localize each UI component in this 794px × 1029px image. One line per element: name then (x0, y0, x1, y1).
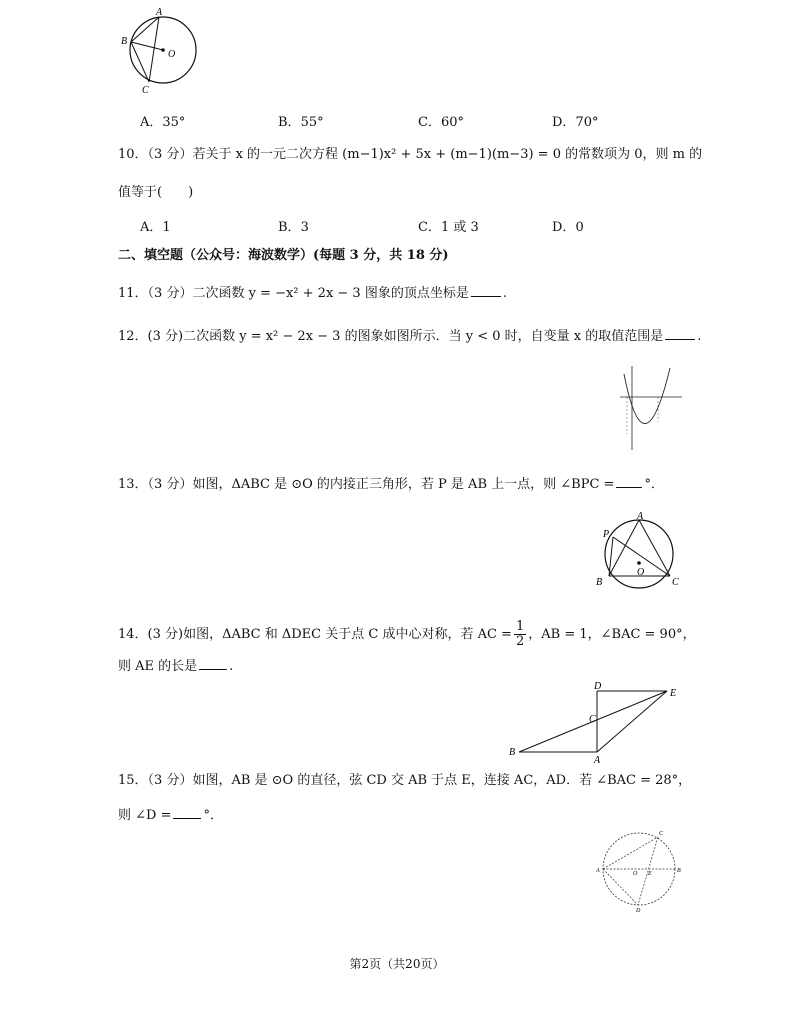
q14-stem: 14．(3 分)如图，ΔABC 和 ΔDEC 关于点 C 成中心对称，若 AC = $\frac{1}{2}$ ，AB = 1，∠BAC = 90°， (118, 619, 696, 649)
q15-stem: 15．（3 分）如图，AB 是 ⊙O 的直径，弦 CD 交 AB 于点 E，连接 AC，AD．若 ∠BAC = 28°， (118, 773, 692, 788)
q12-stem: 12．(3 分)二次函数 y = x² − 2x − 3 的图象如图所示．当 y < 0 时，自变量 x 的取值范围是 . (118, 329, 702, 344)
q15-label-b: B (677, 868, 681, 874)
q9-option-d: D．70° (552, 115, 599, 130)
q13-label-a: A (637, 511, 644, 522)
q13-circle-figure (592, 510, 686, 594)
q14-label-c: C (589, 714, 596, 725)
q13-label-b: B (596, 577, 603, 588)
q10-option-b: B．3 (278, 220, 309, 235)
q15-label-a: A (596, 868, 600, 874)
q15-label-d: D (636, 908, 641, 912)
q13-stem: 13．（3 分）如图，ΔABC 是 ⊙O 的内接正三角形，若 P 是 AB 上一点，则 ∠BPC = °． (118, 477, 664, 492)
q10-stem: 10．（3 分）若关于 x 的一元二次方程 (m−1)x² + 5x + (m−1)(m−3) = 0 的常数项为 0，则 m 的 (118, 147, 703, 162)
q10-option-d: D．0 (552, 220, 584, 235)
q9-option-a: A．35° (140, 115, 186, 130)
q9-option-b: B．55° (278, 115, 324, 130)
q14-label-e: E (670, 688, 677, 699)
q14-stem-continued: 则 AE 的长是 . (118, 659, 234, 674)
q10-option-a: A．1 (140, 220, 171, 235)
q9-label-b: B (121, 36, 128, 47)
q14-triangle-figure (505, 680, 685, 764)
page-footer: 第2页（共20页） (349, 957, 445, 971)
q10-option-c: C．1 或 3 (418, 220, 479, 235)
q12-parabola-figure (618, 364, 684, 452)
q13-label-p: P (603, 529, 610, 540)
q14-label-b: B (509, 747, 516, 758)
q14-answer-blank (199, 657, 227, 670)
q15-label-e: E (648, 871, 652, 877)
q9-label-c: C (142, 85, 149, 96)
q14-label-a: A (594, 755, 601, 764)
q11-answer-blank (471, 284, 501, 297)
q15-stem-continued: 则 ∠D = °． (118, 808, 223, 823)
q15-answer-blank (173, 806, 201, 819)
q14-fraction: $\frac{1}{2}$ (515, 619, 525, 649)
q14-label-d: D (594, 681, 602, 692)
q9-circle-figure (115, 6, 205, 96)
q9-option-c: C．60° (418, 115, 464, 130)
q12-answer-blank (665, 327, 695, 340)
q15-circle-figure (596, 826, 686, 912)
q10-stem-continued: 值等于( ) (118, 185, 194, 200)
q9-label-o: O (168, 49, 176, 60)
q13-answer-blank (616, 475, 642, 488)
q11-stem: 11．（3 分）二次函数 y = −x² + 2x − 3 图象的顶点坐标是 . (118, 286, 507, 301)
q15-label-c: C (659, 831, 664, 837)
q13-label-o: O (637, 567, 645, 578)
q9-label-a: A (156, 7, 163, 18)
section-title: 二、填空题（公众号：海波数学）(每题 3 分，共 18 分) (118, 248, 449, 263)
q13-label-c: C (672, 577, 679, 588)
q15-label-o: O (633, 871, 638, 877)
